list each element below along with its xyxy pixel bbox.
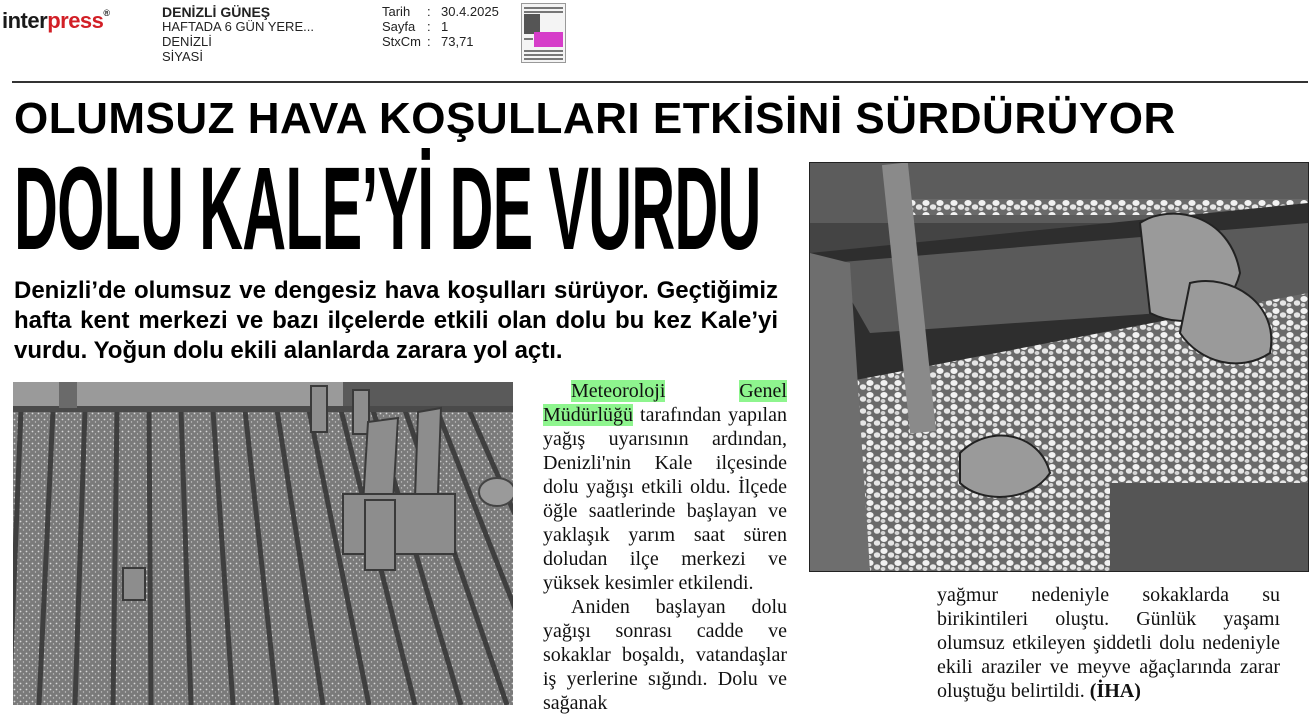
highlight-keyword: Müdürlüğü xyxy=(543,404,633,426)
size-separator: : xyxy=(427,34,431,49)
article-body-column-1 xyxy=(543,379,787,715)
garden-hail-illustration xyxy=(810,163,1308,571)
publication-category: SİYASİ xyxy=(162,49,203,64)
article-headline-box xyxy=(14,143,784,276)
thumbnail-line xyxy=(524,58,563,60)
thumbnail-line xyxy=(524,50,563,52)
logo-registered-mark: ® xyxy=(103,8,110,18)
roof-hail-photo xyxy=(13,382,513,705)
page-label: Sayfa xyxy=(382,19,416,34)
thumbnail-photo xyxy=(524,14,540,34)
article-lead: Denizli’de olumsuz ve dengesiz hava koşulları sürüyor. Geçtiğimiz hafta kent merkezi ve bazı ilçelerde etkili olan dolu bu kez Kale’yi vurdu. Yoğun dolu ekili alanlarda zarara yol açtı. xyxy=(14,277,778,364)
publication-city: DENİZLİ xyxy=(162,34,212,49)
publication-frequency: HAFTADA 6 GÜN YERE... xyxy=(162,19,314,34)
logo-text-accent: press xyxy=(47,8,104,33)
article-paragraph-2a: Aniden başlayan dolu yağışı sonrası cadde ve sokaklar boşaldı, vatandaşlar iş yerlerine sığındı. Dolu ve sağanak xyxy=(543,596,787,714)
article-headline: DOLU KALE’Yİ DE VURDU xyxy=(14,143,761,276)
size-value: 73,71 xyxy=(441,34,474,49)
paragraph-1-text: tarafından yapılan yağış uyarısının ardından, Denizli'nin Kale ilçesinde dolu yağışı etkili oldu. İlçede öğle saatlerinde başlayan ve yaklaşık yarım saat süren doludan ilçe merkezi ve yüksek kesimler etkilendi. xyxy=(543,404,787,594)
logo-text: inter xyxy=(2,8,48,33)
paragraph-2b-text: yağmur nedeniyle sokaklarda su birikintileri oluştu. Günlük yaşamı olumsuz etkileyen şiddetli dolu nedeniyle ekili araziler ve meyve ağaçlarında zarar oluştuğu belirtildi. xyxy=(937,584,1280,702)
article-body-column-2 xyxy=(937,583,1280,703)
thumbnail-line xyxy=(524,11,563,13)
interpress-logo xyxy=(2,8,110,34)
thumbnail-line xyxy=(524,7,563,9)
page-separator: : xyxy=(427,19,431,34)
publication-name: DENİZLİ GÜNEŞ xyxy=(162,4,271,20)
size-label: StxCm xyxy=(382,34,421,49)
date-separator: : xyxy=(427,4,431,19)
page-value: 1 xyxy=(441,19,449,34)
roof-hail-illustration xyxy=(13,382,513,705)
date-value: 30.4.2025 xyxy=(441,4,499,19)
thumbnail-line xyxy=(524,38,533,40)
highlight-keyword: Meteoroloji xyxy=(571,380,666,402)
date-label: Tarih xyxy=(382,4,411,19)
garden-hail-photo xyxy=(809,162,1309,572)
article-paragraph-1 xyxy=(543,379,787,595)
thumbnail-line xyxy=(524,54,563,56)
highlight-keyword: Genel xyxy=(739,380,787,402)
news-source-credit: (İHA) xyxy=(1089,680,1141,702)
header-divider xyxy=(12,81,1308,83)
article-kicker: OLUMSUZ HAVA KOŞULLARI ETKİSİNİ SÜRDÜRÜYOR xyxy=(14,94,1176,143)
thumbnail-highlight xyxy=(534,32,563,47)
page-thumbnail[interactable] xyxy=(521,3,566,63)
